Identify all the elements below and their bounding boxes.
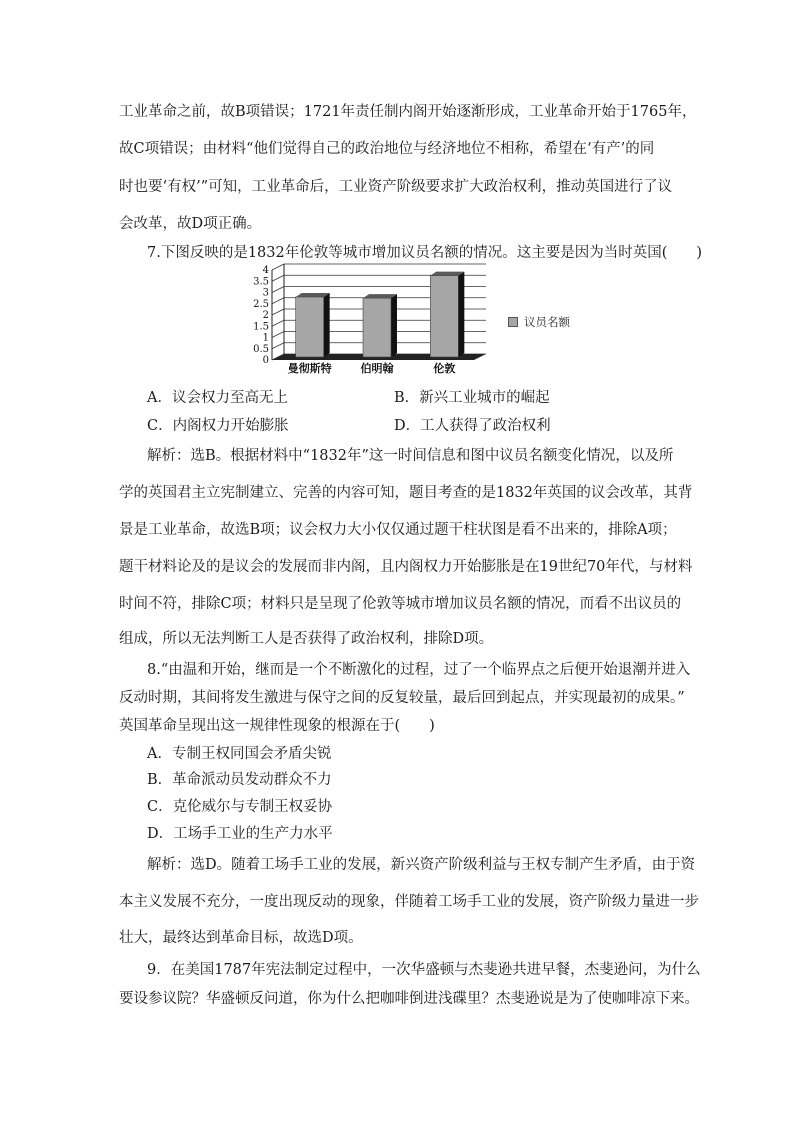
bar-top xyxy=(430,272,464,276)
q7-option-b[interactable]: B．新兴工业城市的崛起 xyxy=(394,390,550,406)
y-tick-label: 2 xyxy=(262,310,269,321)
gridline-diagonal xyxy=(272,309,284,315)
gridline-diagonal xyxy=(272,320,284,326)
q7-analysis-6: 组成，所以无法判断工人是否获得了政治权利，排除D项。 xyxy=(119,631,494,647)
q8-stem-3: 英国革命呈现出这一规律性现象的根源在于( ) xyxy=(119,718,435,734)
bar-side xyxy=(458,272,464,357)
x-tick-label: 曼彻斯特 xyxy=(287,362,332,374)
gridline-diagonal xyxy=(272,275,284,281)
y-tick-label: 2.5 xyxy=(253,298,269,310)
q7-option-a[interactable]: A．议会权力至高无上 xyxy=(147,390,288,406)
bar-chart-svg xyxy=(250,262,500,374)
gridline-diagonal xyxy=(272,287,284,293)
x-tick-label: 伦敦 xyxy=(433,362,456,374)
legend-label: 议员名额 xyxy=(524,315,570,329)
q9-stem-1: 9．在美国1787年宪法制定过程中，一次华盛顿与杰斐逊共进早餐，杰斐逊问，为什么 xyxy=(147,962,701,978)
y-tick-label: 3.5 xyxy=(253,276,269,288)
gridline-diagonal xyxy=(272,343,284,349)
y-tick-label: 4 xyxy=(262,265,269,276)
bar-top xyxy=(296,293,330,297)
q7-option-d[interactable]: D．工人获得了政治权利 xyxy=(394,418,551,434)
analysis-line-3: 时也要‘有权’”可知，工业革命后，工业资产阶级要求扩大政治权利，推动英国进行了议 xyxy=(119,179,673,195)
q8-option-c[interactable]: C．克伦威尔与专制王权妥协 xyxy=(147,799,333,815)
y-tick-label: 1 xyxy=(262,332,269,344)
q8-option-a[interactable]: A．专制王权同国会矛盾尖锐 xyxy=(147,746,332,762)
legend-swatch xyxy=(508,317,518,327)
q8-analysis-1: 解析：选D。随着工场手工业的发展，新兴资产阶级利益与王权专制产生矛盾，由于资 xyxy=(147,857,696,873)
y-tick-label: 1.5 xyxy=(253,321,269,333)
y-tick-label: 3 xyxy=(262,287,269,299)
bar xyxy=(430,276,458,357)
analysis-line-1: 工业革命之前，故B项错误；1721年责任制内阁开始逐渐形成，工业革命开始于1765年， xyxy=(119,104,697,120)
q8-analysis-2: 本主义发展不充分，一度出现反动的现象，伴随着工场手工业的发展，资产阶级力量进一步 xyxy=(119,894,699,910)
bar xyxy=(363,298,391,357)
x-tick-label: 伯明翰 xyxy=(360,362,394,374)
analysis-line-2: 故C项错误；由材料“他们觉得自己的政治地位与经济地位不相称，希望在‘有产’的同 xyxy=(119,141,655,157)
bar-chart xyxy=(250,262,590,380)
q8-option-b[interactable]: B．革命派动员发动群众不力 xyxy=(147,772,332,788)
bar xyxy=(296,297,324,357)
analysis-line-4: 会改革，故D项正确。 xyxy=(119,216,262,232)
bar-side xyxy=(391,294,397,357)
bar-side xyxy=(324,293,330,357)
bar-top xyxy=(363,294,397,298)
q7-stem: 7.下图反映的是1832年伦敦等城市增加议员名额的情况。这主要是因为当时英国( ) xyxy=(147,245,703,261)
gridline-diagonal xyxy=(272,298,284,304)
y-tick-label: 0.5 xyxy=(253,343,269,355)
q7-analysis-1: 解析：选B。根据材料中“1832年”这一时间信息和图中议员名额变化情况，以及所 xyxy=(147,448,674,464)
q7-analysis-4: 题干材料论及的是议会的发展而非内阁，且内阁权力开始膨胀是在19世纪70年代，与材料 xyxy=(119,559,693,575)
q9-stem-2: 要设参议院？华盛顿反问道，你为什么把咖啡倒进浅碟里？杰斐逊说是为了使咖啡凉下来。 xyxy=(119,991,699,1007)
q7-option-c[interactable]: C．内阁权力开始膨胀 xyxy=(147,418,289,434)
q7-analysis-3: 景是工业革命，故选B项；议会权力大小仅仅通过题干柱状图是看不出来的，排除A项； xyxy=(119,522,677,538)
q7-analysis-2: 学的英国君主立宪制建立、完善的内容可知，题目考查的是1832年英国的议会改革，其背 xyxy=(119,485,693,501)
gridline-diagonal xyxy=(272,332,284,338)
gridline-diagonal xyxy=(272,264,284,270)
q8-stem-2: 反动时期，其间将发生激进与保守之间的反复较量，最后回到起点，并实现最初的成果。” xyxy=(119,690,685,706)
q8-stem-1: 8.“由温和开始，继而是一个不断激化的过程，过了一个临界点之后便开始退潮并进入 xyxy=(147,662,691,678)
chart-legend xyxy=(508,314,570,330)
q7-analysis-5: 时间不符，排除C项；材料只是呈现了伦敦等城市增加议员名额的情况，而看不出议员的 xyxy=(119,596,682,612)
q8-option-d[interactable]: D．工场手工业的生产力水平 xyxy=(147,826,333,842)
q8-analysis-3: 壮大，最终达到革命目标，故选D项。 xyxy=(119,930,363,946)
y-tick-label: 0 xyxy=(262,355,269,366)
